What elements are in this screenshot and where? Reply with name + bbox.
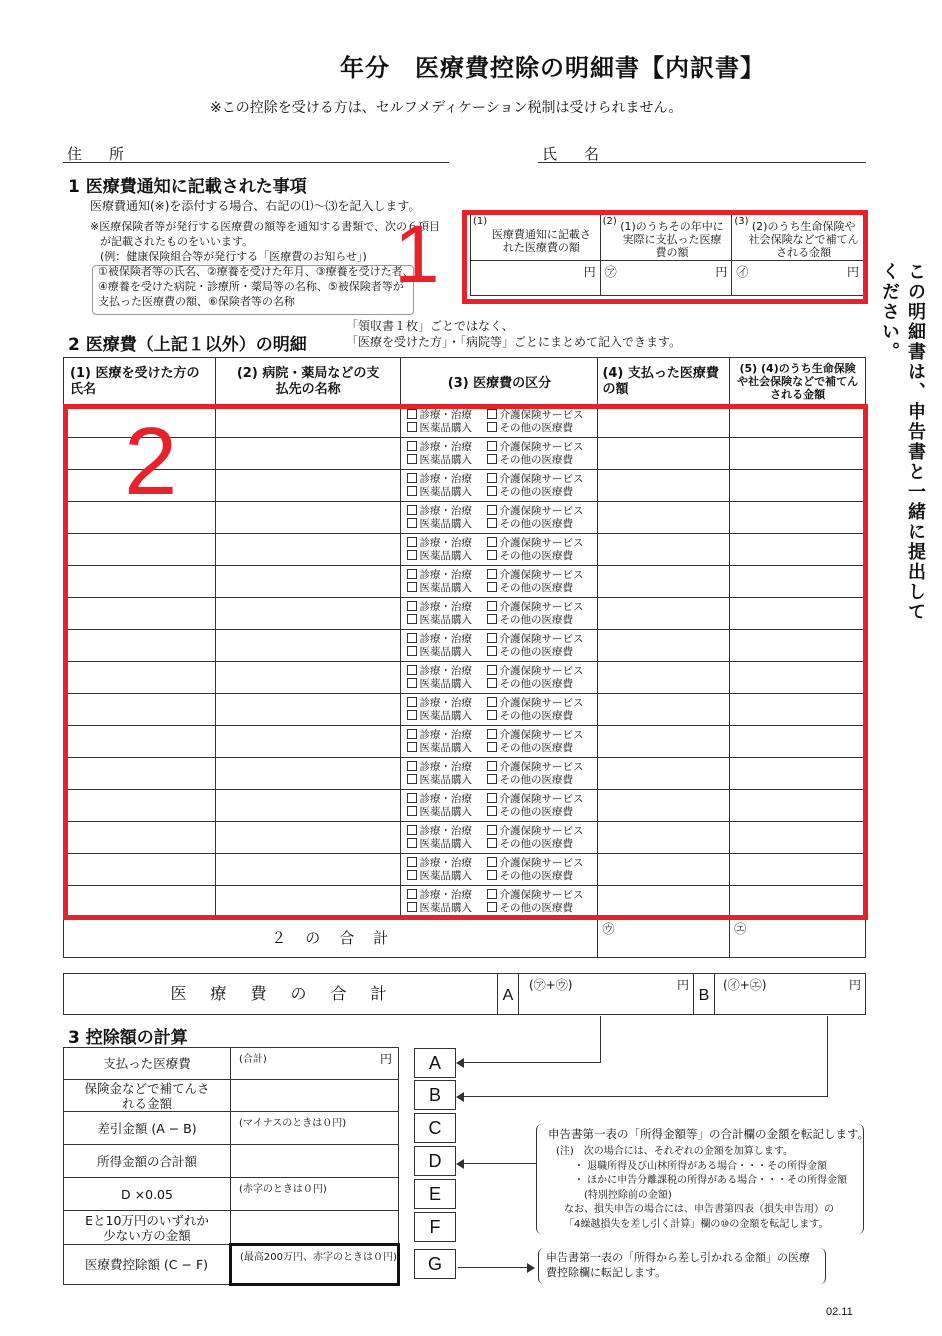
s2-col4-header: (4) 支払った医療費の額 bbox=[598, 358, 730, 406]
section2-heading: 2 医療費（上記１以外）の明細 bbox=[68, 335, 307, 355]
category-label: 診療・治療 bbox=[419, 472, 472, 485]
calc-letter-box: D bbox=[414, 1146, 456, 1176]
section3-table bbox=[63, 1047, 400, 1286]
calc-row-value[interactable]: (赤字のときは０円) bbox=[231, 1178, 399, 1211]
note-d-title: 申告書第一表の「所得金額等」の合計欄の金額を転記します。 bbox=[548, 1127, 870, 1141]
category-label: 医薬品購入 bbox=[419, 677, 472, 690]
section3-heading: 3 控除額の計算 bbox=[68, 1028, 188, 1048]
category-label: 医薬品購入 bbox=[419, 773, 472, 786]
address-label: 住 所 bbox=[67, 145, 131, 163]
calc-row bbox=[64, 1145, 399, 1178]
s1-col2-header: (2) (1)のうちその年中に実際に支払った医療費の額 bbox=[600, 215, 732, 261]
calc-row-label: 支払った医療費 bbox=[64, 1048, 231, 1080]
note-d-line: 「4繰越損失を差し引く計算」欄の⑩の金額を転記します。 bbox=[564, 1218, 829, 1230]
note-d-line: ・ ほかに申告分離課税の所得がある場合・・・その所得金額 bbox=[574, 1175, 848, 1186]
category-label: 診療・治療 bbox=[419, 440, 472, 453]
category-label: 介護保険サービス bbox=[499, 728, 584, 741]
s2-total-amount[interactable]: ㋒ bbox=[598, 918, 730, 958]
name-label: 氏 名 bbox=[542, 145, 606, 163]
arrow-b-horizontal bbox=[462, 1096, 828, 1097]
form-version: 02.11 bbox=[826, 1306, 853, 1318]
category-label: 介護保険サービス bbox=[499, 440, 584, 453]
category-label: 医薬品購入 bbox=[419, 517, 472, 530]
note-d-line: (注) 次の場合には、それぞれの金額を加算します。 bbox=[556, 1146, 794, 1157]
category-label: 診療・治療 bbox=[419, 760, 472, 773]
s2-total-reimbursed[interactable]: ㋓ bbox=[730, 918, 866, 958]
section1-note-line: (例：健康保険組合等が発行する「医療費のお知らせ」) bbox=[100, 250, 367, 263]
category-label: 診療・治療 bbox=[419, 728, 472, 741]
grand-total-a-letter: A bbox=[502, 987, 514, 1004]
arrow-a-horizontal bbox=[462, 1062, 601, 1063]
category-label: 介護保険サービス bbox=[499, 504, 584, 517]
calc-row-label: D ×0.05 bbox=[64, 1178, 231, 1211]
calc-letter-box: G bbox=[414, 1249, 456, 1279]
category-label: 診療・治療 bbox=[419, 856, 472, 869]
category-label: その他の医療費 bbox=[499, 581, 573, 594]
category-label: 診療・治療 bbox=[419, 888, 472, 901]
category-label: その他の医療費 bbox=[499, 869, 573, 882]
category-label: その他の医療費 bbox=[499, 677, 573, 690]
category-label: その他の医療費 bbox=[499, 613, 573, 626]
calc-row-label: Eと10万円のいずれか少ない方の金額 bbox=[64, 1211, 231, 1245]
annotation-box-2 bbox=[63, 404, 868, 920]
arrow-d-head bbox=[456, 1159, 464, 1169]
section1-note-line: ①被保険者等の氏名、②療養を受けた年月、③療養を受けた者、 bbox=[98, 265, 414, 278]
section1-heading: 1 医療費通知に記載された事項 bbox=[68, 177, 307, 197]
category-label: その他の医療費 bbox=[499, 741, 573, 754]
grand-total-row bbox=[63, 973, 866, 1015]
side-instruction: この明細書は、申告書と一緒に提出してください。 bbox=[879, 262, 926, 622]
category-label: 診療・治療 bbox=[419, 824, 472, 837]
category-label: 医薬品購入 bbox=[419, 645, 472, 658]
s2-col1-header: (1) 医療を受けた方の氏名 bbox=[64, 358, 216, 406]
page-title: 年分 医療費控除の明細書【内訳書】 bbox=[340, 54, 765, 82]
grand-total-a-cell[interactable]: (㋐+㋒) 円 bbox=[518, 974, 694, 1014]
grand-total-b-cell[interactable]: (㋑+㋓) 円 bbox=[714, 974, 865, 1014]
category-label: その他の医療費 bbox=[499, 805, 573, 818]
calc-row-label: 医療費控除額 (C − F) bbox=[64, 1245, 231, 1285]
category-label: 介護保険サービス bbox=[499, 792, 584, 805]
calc-row-value[interactable]: (最高200万円、赤字のときは０円) bbox=[231, 1245, 399, 1285]
calc-row-value[interactable] bbox=[231, 1211, 399, 1245]
category-label: その他の医療費 bbox=[499, 453, 573, 466]
arrow-g-line bbox=[458, 1267, 528, 1268]
category-label: 医薬品購入 bbox=[419, 709, 472, 722]
category-label: その他の医療費 bbox=[499, 901, 573, 914]
category-label: その他の医療費 bbox=[499, 709, 573, 722]
calc-row-label: 保険金などで補てんされる金額 bbox=[64, 1080, 231, 1112]
notice-text: ※この控除を受ける方は、セルフメディケーション税制は受けられません。 bbox=[210, 100, 683, 116]
note-d-line: ・ 退職所得及び山林所得がある場合・・・その所得金額 bbox=[574, 1160, 828, 1172]
calc-letter-box: F bbox=[414, 1212, 456, 1242]
category-label: 介護保険サービス bbox=[499, 600, 584, 613]
annotation-number-1: 1 bbox=[394, 209, 440, 300]
calc-row-label: 所得金額の合計額 bbox=[64, 1145, 231, 1178]
category-label: 医薬品購入 bbox=[419, 869, 472, 882]
calc-row-label: 差引金額 (A − B) bbox=[64, 1112, 231, 1145]
note-d-lines bbox=[556, 1145, 847, 1232]
category-label: 介護保険サービス bbox=[499, 536, 584, 549]
category-label: 介護保険サービス bbox=[499, 760, 584, 773]
calc-letter-box: C bbox=[414, 1113, 456, 1143]
category-label: 医薬品購入 bbox=[419, 485, 472, 498]
grand-total-label: 医 療 費 の 合 計 bbox=[64, 974, 498, 1014]
s1-amount3-cell[interactable]: ㋑ 円 bbox=[732, 261, 864, 296]
calc-row bbox=[64, 1245, 399, 1285]
note-g-text: 申告書第一表の「所得から差し引かれる金額」の医療費控除欄に転記します。 bbox=[546, 1251, 810, 1279]
s1-amount1-cell[interactable]: 円 bbox=[471, 261, 601, 296]
grand-total-b-letter: B bbox=[698, 987, 710, 1004]
arrow-g-head bbox=[527, 1263, 535, 1273]
calc-row bbox=[64, 1112, 399, 1145]
section1-instruction: 医療費通知(※)を添付する場合、右記の⑴〜⑶を記入します。 bbox=[90, 199, 421, 213]
s2-col5-header: (5) (4)のうち生命保険や社会保険などで補てんされる金額 bbox=[730, 358, 866, 406]
calc-row bbox=[64, 1048, 399, 1080]
category-label: 診療・治療 bbox=[419, 632, 472, 645]
category-label: 診療・治療 bbox=[419, 504, 472, 517]
category-label: 介護保険サービス bbox=[499, 664, 584, 677]
section1-notes-bracket bbox=[92, 265, 414, 315]
address-field[interactable] bbox=[63, 143, 449, 163]
category-label: 介護保険サービス bbox=[499, 568, 584, 581]
name-field[interactable] bbox=[538, 143, 866, 163]
category-label: 医薬品購入 bbox=[419, 581, 472, 594]
category-label: 診療・治療 bbox=[419, 568, 472, 581]
s1-col1-header: (1) 医療費通知に記載された医療費の額 bbox=[471, 215, 601, 261]
category-label: その他の医療費 bbox=[499, 421, 573, 434]
category-label: その他の医療費 bbox=[499, 485, 573, 498]
category-label: 医薬品購入 bbox=[419, 741, 472, 754]
category-label: その他の医療費 bbox=[499, 837, 573, 850]
category-label: 診療・治療 bbox=[419, 536, 472, 549]
arrow-a-head bbox=[456, 1058, 464, 1068]
calc-row-value[interactable] bbox=[231, 1145, 399, 1178]
category-label: 医薬品購入 bbox=[419, 805, 472, 818]
category-label: 介護保険サービス bbox=[499, 472, 584, 485]
calc-row-value[interactable] bbox=[231, 1080, 399, 1112]
s1-col3-header: (3) (2)のうち生命保険や社会保険などで補てんされる金額 bbox=[732, 215, 864, 261]
s2-col3-header: (3) 医療費の区分 bbox=[401, 358, 598, 406]
category-label: 介護保険サービス bbox=[499, 888, 584, 901]
category-label: その他の医療費 bbox=[499, 645, 573, 658]
arrow-a-vertical bbox=[600, 1016, 601, 1063]
category-label: 医薬品購入 bbox=[419, 613, 472, 626]
category-label: 介護保険サービス bbox=[499, 696, 584, 709]
calc-row bbox=[64, 1080, 399, 1112]
calc-letter-box: A bbox=[414, 1048, 456, 1078]
annotation-number-2: 2 bbox=[124, 408, 178, 515]
calc-row-value[interactable]: (合計) 円 bbox=[231, 1048, 399, 1080]
calc-letter-box: E bbox=[414, 1179, 456, 1209]
s1-amount2-cell[interactable]: ㋐ 円 bbox=[600, 261, 732, 296]
section1-note-line: 支払った医療費の額、⑥保険者等の名称 bbox=[98, 295, 295, 308]
category-label: 医薬品購入 bbox=[419, 421, 472, 434]
category-label: その他の医療費 bbox=[499, 773, 573, 786]
category-label: 診療・治療 bbox=[419, 600, 472, 613]
category-label: 診療・治療 bbox=[419, 792, 472, 805]
category-label: 医薬品購入 bbox=[419, 901, 472, 914]
category-label: 介護保険サービス bbox=[499, 824, 584, 837]
arrow-d-line bbox=[462, 1163, 536, 1164]
category-label: その他の医療費 bbox=[499, 517, 573, 530]
calc-row-value[interactable]: (マイナスのときは０円) bbox=[231, 1112, 399, 1145]
note-d-line: (特別控除前の金額) bbox=[584, 1189, 672, 1201]
section1-note-line: ※医療保険者等が発行する医療費の額等を通知する書類で、次の６項目 bbox=[90, 220, 440, 233]
calc-row bbox=[64, 1178, 399, 1211]
category-label: 医薬品購入 bbox=[419, 549, 472, 562]
category-label: 介護保険サービス bbox=[499, 632, 584, 645]
section2-note: 「領収書１枚」ごとではなく、 「医療を受けた方」・「病院等」ごとにまとめて記入できます。 bbox=[346, 319, 682, 349]
s2-col2-header: (2) 病院・薬局などの支払先の名称 bbox=[215, 358, 401, 406]
arrow-b-head bbox=[456, 1092, 464, 1102]
section1-note-line: が記載されたものをいいます。 bbox=[100, 235, 254, 248]
category-label: その他の医療費 bbox=[499, 549, 573, 562]
category-label: 医薬品購入 bbox=[419, 837, 472, 850]
section1-note-line: ④療養を受けた病院・診療所・薬局等の名称、⑤被保険者等が bbox=[98, 280, 404, 293]
category-label: 医薬品購入 bbox=[419, 453, 472, 466]
calc-letter-box: B bbox=[414, 1080, 456, 1110]
s2-total-label: ２ の 合 計 bbox=[64, 918, 598, 958]
category-label: 診療・治療 bbox=[419, 408, 472, 421]
category-label: 診療・治療 bbox=[419, 696, 472, 709]
category-label: 診療・治療 bbox=[419, 664, 472, 677]
category-label: 介護保険サービス bbox=[499, 856, 584, 869]
arrow-b-vertical bbox=[827, 1016, 828, 1097]
category-label: 介護保険サービス bbox=[499, 408, 584, 421]
note-d-line: なお、損失申告の場合には、申告書第四表（損失申告用）の bbox=[564, 1204, 834, 1215]
annotation-box-1 bbox=[462, 210, 868, 304]
calc-row bbox=[64, 1211, 399, 1245]
